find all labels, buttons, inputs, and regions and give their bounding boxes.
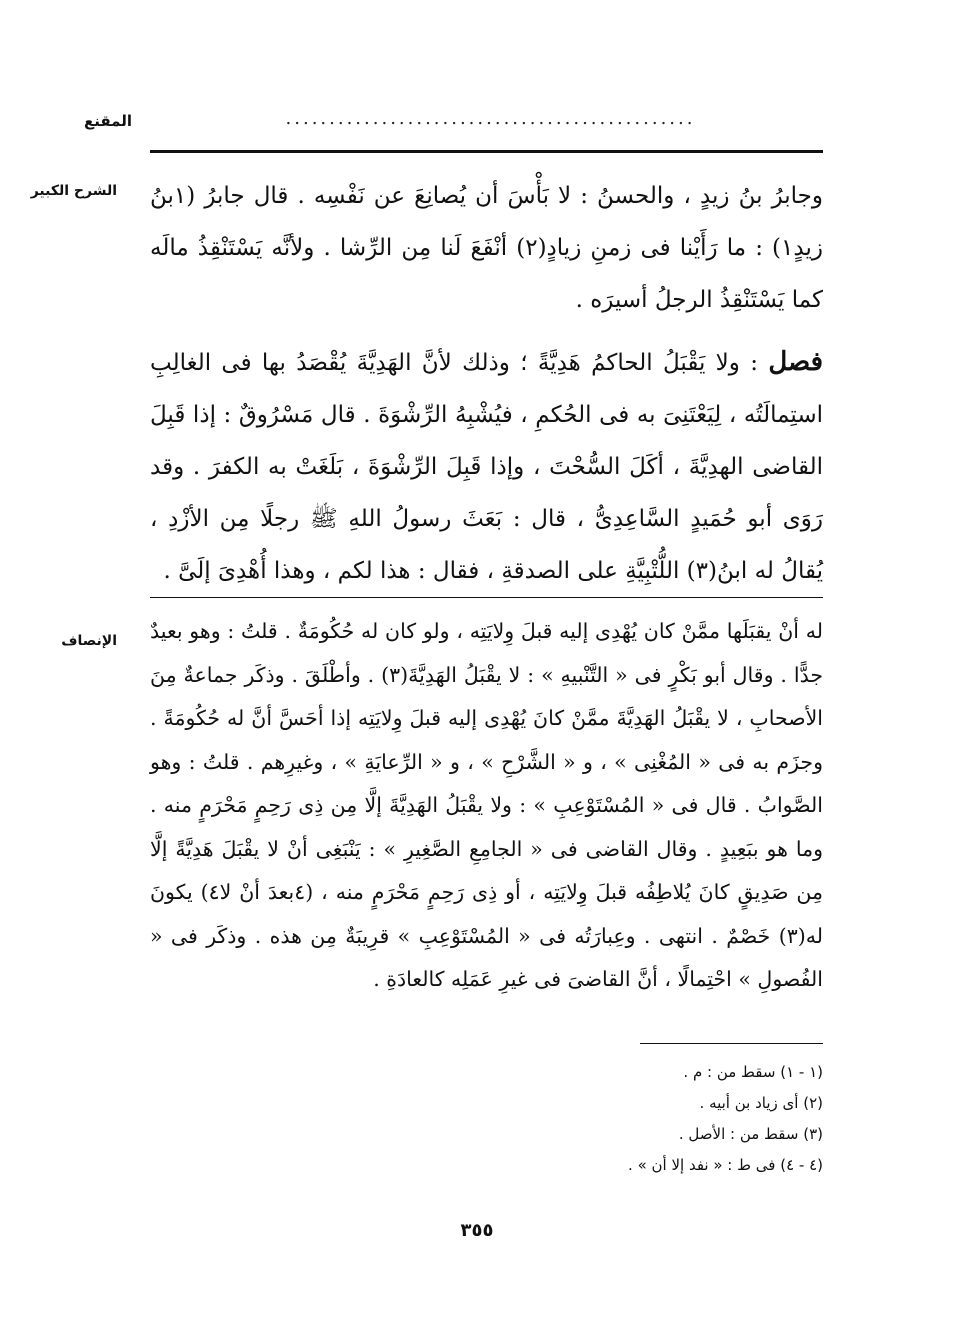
footnote-2: (٢) أى زياد بن أبيه . [699,1094,823,1112]
header-rule [150,150,823,153]
footnote-rule [640,1043,823,1044]
section-divider [150,597,823,598]
page-number: ٣٥٥ [460,1220,494,1241]
insaf-section [150,610,823,1002]
header-leader-dots: ............................................... [285,108,696,129]
footnote-4: (٤ - ٤) فى ط : « نفد إلا أن » . [628,1156,823,1174]
sharh-kabir-section [150,170,823,597]
fasl-heading: فصل [768,347,824,377]
running-header-title: المقنع [84,112,132,130]
side-label-insaf: الإنصاف [61,633,117,649]
footnotes [450,1057,823,1181]
footnote-3: (٣) سقط من : الأصل . [678,1125,823,1143]
sharh-paragraph-2 [150,336,823,597]
insaf-paragraph: له أنْ يقبَلَها ممَّنْ كان يُهْدِى إليه قبلَ وِلايَتِه ، ولو كان له حُكُومَةٌ . قلتُ : وهو بعيدٌ جدًّا . وقال أبو بَكْرٍ فى « التَّنْبيهِ » : لا يقْبَلُ الهَدِيَّةَ(٣) . وأطْلَقَ . وذكَر جماعةٌ مِنَ الأصحابِ ، لا يقْبَلُ الهَدِيَّةَ ممَّنْ كانَ يُهْدِى إليه قبلَ وِلايَتِه إذا أحَسَّ أنَّ له حُكُومَةً . وجزَم به فى « المُغْنِى » ، و « الشَّرْحِ » ، و « الرِّعايَةِ » ، وغيرِهم . قلتُ : وهو الصَّوابُ . قال فى « المُسْتَوْعِبِ » : ولا يقْبَلُ الهَدِيَّةَ إلَّا مِن ذِى رَحِمٍ مَحْرَمٍ منه . وما هو ببَعِيدٍ . وقال القاضى فى « الجامِعِ الصَّغِيرِ » : يَنْبَغِى أنْ لا يقْبَلَ هَدِيَّةً إلَّا مِن صَدِيقٍ كانَ يُلاطِفُه قبلَ وِلايَتِه ، أو ذِى رَحِمٍ مَحْرَمٍ منه ، (٤بعدَ أنْ لا٤) يكونَ له(٣) خَصْمٌ . انتهى . وعِبارَتُه فى « المُسْتَوْعِبِ » قرِيبَةٌ مِن هذه . وذكَر فى « الفُصولِ » احْتِمالًا ، أنَّ القاضىَ فى غيرِ عَمَلِه كالعادَةِ . [150,619,824,991]
sharh-paragraph-1: وجابرُ بنُ زيدٍ ، والحسنُ : لا بَأْسَ أن يُصانِعَ عن نَفْسِه . قال جابرُ (١بنُ زيدٍ١) : ما رَأَيْنا فى زمنِ زيادٍ(٢) أنْفَعَ لَنا مِن الرِّشا . ولأنَّه يَسْتَنْقِذُ مالَه كما يَسْتَنْقِذُ الرجلُ أسيرَه . [150,183,823,313]
sharh-paragraph-2-text: : ولا يَقْبَلُ الحاكمُ هَدِيَّةً ؛ وذلك لأنَّ الهَدِيَّةَ يُقْصَدُ بها فى الغالِبِ استِمالَتُه ، لِيَعْتَنِىَ به فى الحُكمِ ، فيُشْبِهُ الرِّشْوَةَ . قال مَسْرُوقٌ : إذا قَبِلَ القاضى الهدِيَّةَ ، أكَلَ السُّحْتَ ، وإذا قَبِلَ الرِّشْوَةَ ، بَلَغَتْ به الكفرَ . وقد رَوَى أبو حُمَيدٍ السَّاعِدِىُّ ، قال : بَعَثَ رسولُ اللهِ ﷺ رجلًا مِن الأزْدِ ، يُقالُ له ابنُ(٣) اللُّتْبِيَّةِ على الصدقةِ ، فقال : هذا لكم ، وهذا أُهْدِىَ إلَىَّ . [150,350,823,584]
side-label-sharh: الشرح الكبير [30,183,117,199]
footnote-1: (١ - ١) سقط من : م . [683,1063,823,1081]
